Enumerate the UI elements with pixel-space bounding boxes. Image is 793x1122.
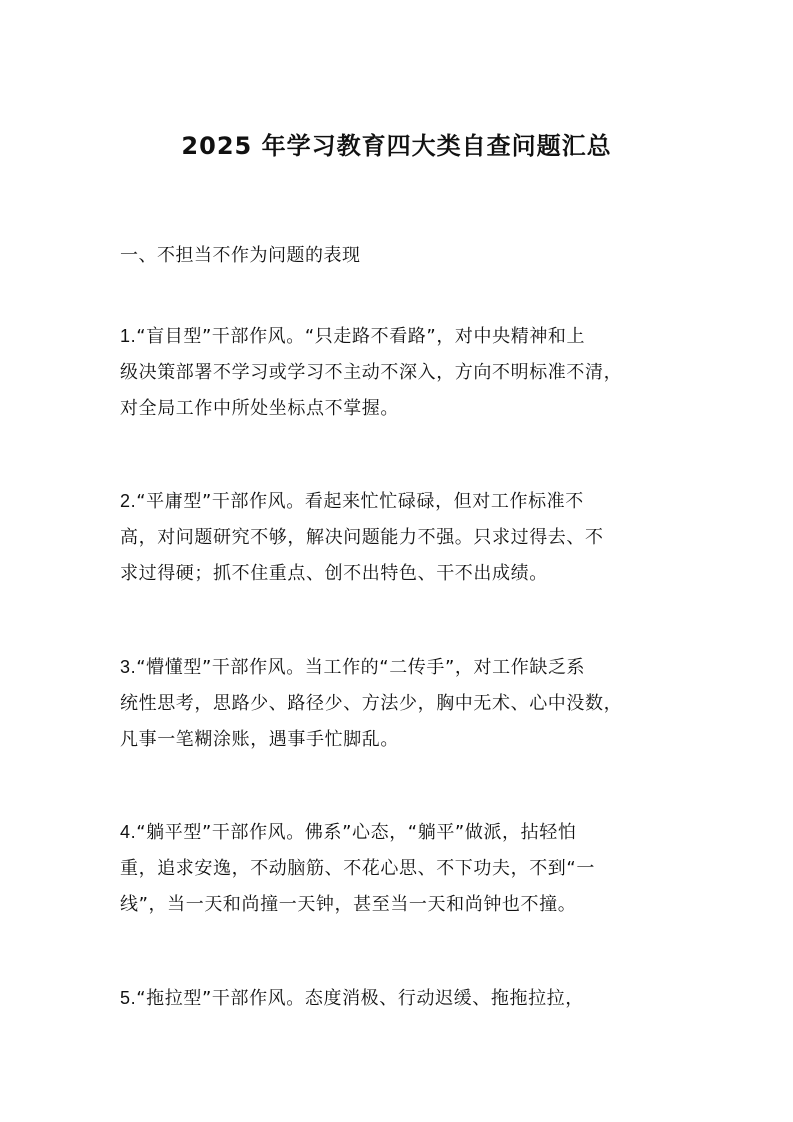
paragraph-line: “懵懂型”干部作风。当工作的“二传手”，对工作缺乏系 [136, 657, 586, 678]
paragraph-line: “平庸型”干部作风。看起来忙忙碌碌，但对工作标准不 [136, 491, 584, 512]
paragraph-4 [120, 814, 690, 923]
paragraph-line: 高，对问题研究不够，解决问题能力不强。只求过得去、不 [120, 527, 604, 548]
paragraph-line: “躺平型”干部作风。佛系”心态，“躺平”做派，拈轻怕 [136, 822, 577, 843]
paragraph-line: 凡事一笔糊涂账，遇事手忙脚乱。 [120, 729, 399, 750]
paragraph-5 [120, 980, 690, 1017]
paragraph-2 [120, 483, 690, 592]
paragraph-number: 3. [120, 657, 137, 677]
paragraph-line: 线”，当一天和尚撞一天钟，甚至当一天和尚钟也不撞。 [120, 894, 577, 915]
paragraph-number: 4. [120, 822, 137, 842]
paragraph-line: “盲目型”干部作风。“只走路不看路”，对中央精神和上 [136, 326, 586, 347]
paragraph-line: 重，追求安逸，不动脑筋、不花心思、不下功夫，不到“一 [120, 858, 595, 879]
paragraph-number: 2. [120, 491, 137, 511]
paragraph-1 [120, 318, 690, 427]
paragraph-line: “拖拉型”干部作风。态度消极、行动迟缓、拖拖拉拉， [136, 988, 584, 1009]
section-heading: 一、不担当不作为问题的表现 [120, 245, 361, 266]
paragraph-3 [120, 649, 690, 758]
paragraph-number: 1. [120, 326, 137, 346]
paragraph-number: 5. [120, 988, 137, 1008]
paragraph-line: 统性思考，思路少、路径少、方法少，胸中无术、心中没数， [120, 693, 623, 714]
paragraph-line: 对全局工作中所处坐标点不掌握。 [120, 398, 399, 419]
document-title: 2025 年学习教育四大类自查问题汇总 [181, 132, 612, 160]
paragraph-line: 求过得硬；抓不住重点、创不出特色、干不出成绩。 [120, 563, 548, 584]
paragraph-line: 级决策部署不学习或学习不主动不深入，方向不明标准不清， [120, 362, 623, 383]
